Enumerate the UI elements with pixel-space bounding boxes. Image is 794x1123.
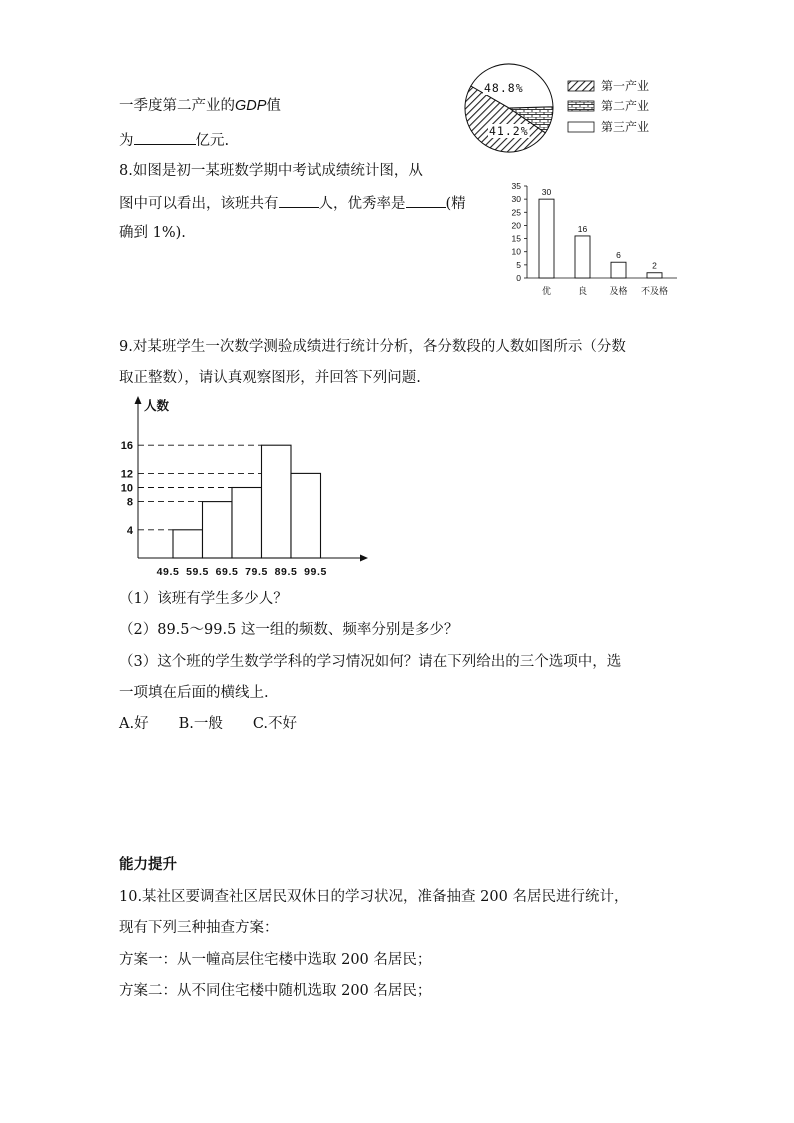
- q8-line2: [119, 192, 466, 214]
- bar-value-label: 2: [652, 260, 657, 271]
- option-c[interactable]: C.不好: [252, 716, 298, 732]
- bar-2: [575, 236, 590, 278]
- answer-blank-class-size[interactable]: [279, 192, 319, 208]
- bar-value-label: 30: [541, 187, 552, 198]
- bar-4: [647, 273, 662, 278]
- hist-x-arrow: [360, 555, 368, 562]
- answer-blank-excellence-rate[interactable]: [406, 192, 446, 208]
- bar-y-tick-label: 15: [511, 233, 521, 244]
- histogram-bars: [173, 445, 321, 558]
- bar-y-tick-label: 35: [511, 181, 521, 191]
- q10-line3: 方案一：从一幢高层住宅楼中选取 200 名居民；: [119, 952, 432, 968]
- hist-x-tick-label: 79.5: [245, 566, 268, 578]
- legend-swatch-third: [568, 122, 594, 132]
- option-a[interactable]: A.好: [119, 716, 149, 732]
- bar-value-label: 16: [577, 223, 588, 234]
- q9-sub2: （2）89.5～99.5 这一组的频数、频率分别是多少？: [119, 622, 459, 638]
- legend-label-third: 第三产业: [601, 120, 650, 134]
- q8-text-b: 人，优秀率是: [318, 196, 406, 212]
- hist-bar-1: [173, 530, 203, 558]
- q10-line1: 10.某社区要调查社区居民双休日的学习状况，准备抽查 200 名居民进行统计，: [119, 889, 629, 905]
- hist-x-tick-label: 49.5: [156, 566, 180, 578]
- bar-value-label: 6: [616, 250, 621, 261]
- pie-label-third-industry: 41.2%: [489, 124, 529, 138]
- pie-label-first-industry: 48.8%: [484, 81, 524, 95]
- q9-options: [119, 714, 297, 734]
- bar-category-label: 良: [577, 286, 588, 296]
- grade-bar-chart: [505, 178, 685, 303]
- q7-line1: [119, 96, 281, 116]
- bar-y-tick-label: 10: [511, 246, 521, 257]
- bar-y-tick-label: 25: [511, 207, 521, 218]
- q10-line4: 方案二：从不同住宅楼中随机选取 200 名居民；: [119, 983, 432, 999]
- q10-line2: 现有下列三种抽查方案：: [119, 920, 279, 936]
- hist-y-tick-label: 4: [126, 524, 133, 537]
- legend-label-first: 第一产业: [601, 79, 650, 93]
- q9-sub3-line1: （3）这个班的学生数学学科的学习情况如何？请在下列给出的三个选项中，选: [119, 654, 622, 670]
- hist-x-tick-label: 89.5: [274, 566, 298, 578]
- q8-text-c: (精: [445, 196, 466, 212]
- hist-bar-3: [232, 488, 262, 559]
- hist-bar-4: [262, 445, 292, 558]
- hist-y-tick-label: 12: [120, 468, 133, 481]
- q7-unit: 亿元.: [195, 133, 230, 149]
- pie-chart: [462, 62, 692, 162]
- hist-bar-5: [291, 473, 321, 558]
- hist-x-tick-label: 99.5: [304, 566, 327, 578]
- q9-line2: 取正整数），请认真观察图形，并回答下列问题.: [119, 370, 421, 386]
- section-heading: 能力提升: [119, 857, 177, 873]
- bar-y-tick-label: 5: [516, 259, 521, 270]
- bar-3: [611, 262, 626, 278]
- bar-y-tick-label: 0: [516, 273, 521, 283]
- legend-swatch-first: [568, 81, 594, 91]
- q7-text-end: 值: [266, 98, 281, 114]
- option-b[interactable]: B.一般: [178, 716, 223, 732]
- hist-y-tick-label: 10: [120, 482, 133, 495]
- bar-category-label: 及格: [609, 286, 628, 296]
- hist-bar-2: [203, 502, 233, 558]
- gdp-term: GDP: [235, 98, 267, 114]
- bar-1: [539, 199, 554, 278]
- hist-y-tick-label: 8: [126, 496, 133, 509]
- legend-swatch-second: [568, 101, 594, 111]
- q9-sub3-line2: 一项填在后面的横线上.: [119, 685, 269, 701]
- pie-legend: [568, 78, 649, 134]
- hist-y-axis-label: 人数: [144, 399, 170, 413]
- bar-chart-bars: [539, 187, 668, 296]
- q9-sub1: （1）该班有学生多少人？: [119, 591, 288, 607]
- bar-category-label: 不及格: [640, 286, 669, 296]
- hist-y-tick-label: 16: [120, 440, 133, 453]
- hist-x-tick-label: 69.5: [215, 566, 239, 578]
- q8-line1: 8.如图是初一某班数学期中考试成绩统计图，从: [119, 163, 423, 179]
- pie-slices: [465, 64, 553, 152]
- bar-y-tick-label: 30: [511, 194, 521, 205]
- q7-for: 为: [119, 133, 134, 149]
- hist-y-arrow: [135, 396, 142, 404]
- bar-category-label: 优: [541, 286, 552, 296]
- q7-line2: [119, 129, 229, 151]
- q9-line1: 9.对某班学生一次数学测验成绩进行统计分析，各分数段的人数如图所示（分数: [119, 339, 626, 355]
- q7-text: 一季度第二产业的: [119, 98, 235, 114]
- q8-line3: 确到 1%).: [119, 225, 186, 241]
- hist-x-tick-label: 59.5: [186, 566, 209, 578]
- bar-y-tick-label: 20: [511, 220, 521, 231]
- legend-label-second: 第二产业: [601, 99, 650, 113]
- answer-blank-gdp[interactable]: [134, 129, 196, 145]
- score-histogram: [116, 390, 378, 580]
- q8-text-a: 图中可以看出，该班共有: [119, 196, 279, 212]
